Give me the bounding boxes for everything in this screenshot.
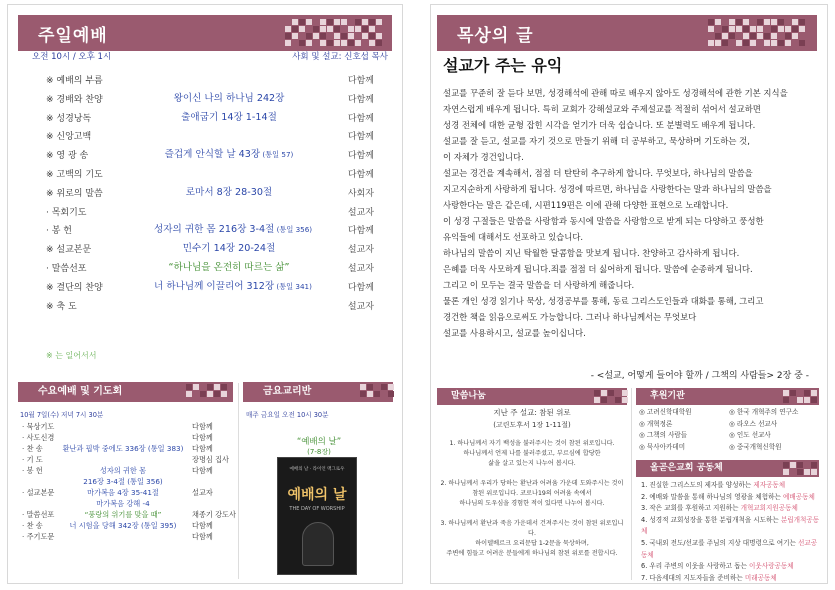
- org-name: 인도 선교사: [736, 431, 771, 439]
- header-pattern-icon: [285, 19, 382, 46]
- community-goal: [641, 503, 821, 515]
- wednesday-row: [22, 421, 237, 432]
- wednesday-row-name: · 설교본문: [22, 488, 55, 497]
- wednesday-row-person: 다함께: [192, 422, 213, 431]
- org-name: 한국 개혁주의 연구소: [736, 408, 799, 416]
- worship-order-item: [46, 298, 388, 317]
- friday-pattern-icon: [360, 384, 394, 397]
- share-question-line: 2. 하나님께서 우리가 당하는 환난과 어려움 가운데 도와주시는 것이: [440, 480, 624, 487]
- goal-highlight: 개혁교회지원공동체: [740, 504, 798, 513]
- wednesday-row-name: · 찬 송: [22, 521, 43, 530]
- wednesday-row-name: · 묵상기도: [22, 422, 55, 431]
- support-title: 후원기관: [650, 391, 685, 401]
- meditation-header: [437, 15, 817, 51]
- order-item-name: ※ 경배와 찬양: [46, 94, 103, 105]
- worship-title: 주일예배: [38, 26, 108, 46]
- goal-highlight: 제자공동체: [753, 481, 786, 489]
- wednesday-row-name: · 기 도: [22, 455, 43, 464]
- support-organization: [639, 430, 729, 442]
- left-page: [7, 4, 403, 584]
- wednesday-row: [22, 520, 237, 531]
- goal-text: 5. 국내외 전도/선교를 주님의 지상 대명령으로 여기는: [641, 538, 798, 547]
- wednesday-row: [22, 454, 237, 465]
- order-item-hymn-number: (통일 356): [274, 225, 313, 235]
- order-item-name: ※ 축 도: [46, 301, 77, 312]
- org-name: 개혁정론: [646, 419, 673, 428]
- order-item-person: 다함께: [347, 76, 374, 86]
- share-question-line: 하나님의 도우심을 경험한 적이 있다면 나누어 봅시다.: [459, 500, 605, 507]
- book-title: “예배의 날”: [296, 437, 342, 447]
- share-title: 말씀나눔: [451, 391, 486, 401]
- share-question-line: 하이델베르크 요리문답 1-2문을 묵상하며,: [475, 540, 589, 547]
- article-line: 자연스럽게 배우게 됩니다. 특히 교회가 강해설교와 주제설교를 적절히 섞어서 설교하면: [443, 104, 761, 114]
- org-bullet-icon: ◎: [639, 419, 647, 428]
- meditation-title: 목상의 글: [457, 26, 534, 46]
- wednesday-row: [22, 465, 237, 476]
- order-item-content: 성자의 귀한 몸 216장 3-4절 (통일 356): [154, 224, 313, 236]
- order-item-name: · 봉 헌: [46, 226, 72, 237]
- wednesday-row-person: 설교자: [192, 488, 213, 497]
- service-time-row: [32, 50, 388, 62]
- goal-highlight: 예배공동체: [782, 492, 815, 501]
- worship-order-item: [46, 279, 388, 298]
- share-pattern-icon: [594, 390, 628, 403]
- org-bullet-icon: ◎: [639, 408, 647, 416]
- wednesday-row-content: 성자의 귀한 몸: [99, 466, 147, 475]
- org-bullet-icon: ◎: [639, 431, 647, 439]
- order-item-content: 출애굽기 14장 1-14절: [181, 111, 277, 123]
- wednesday-row-content: 환난과 핍박 중에도 336장 (통일 383): [62, 444, 184, 453]
- wednesday-title: 수요예배 및 기도회: [38, 386, 123, 397]
- share-question-line: 주변에 힘들고 어려운 분들에게 하나님의 참된 위로를 전합시다.: [446, 550, 618, 557]
- support-organization: [729, 419, 819, 431]
- worship-order-item: [46, 222, 388, 241]
- worship-order-item: [46, 91, 388, 110]
- wednesday-time: 10월 7일(수) 저녁 7시 30분: [20, 411, 104, 419]
- org-bullet-icon: ◎: [729, 431, 737, 439]
- org-bullet-icon: ◎: [639, 442, 647, 451]
- share-question-line: 하나님께서 언제 나를 불러주셨고, 부르심에 합당한: [463, 450, 601, 457]
- support-organization: [639, 442, 729, 454]
- community-goal: [641, 573, 821, 585]
- article-line: 설교는 경건을 계속해서, 점점 더 탄탄히 추구하게 합니다. 무엇보다, 하나님의 말씀을: [443, 168, 753, 178]
- worship-order-item: [46, 185, 388, 204]
- share-question-line: 참된 위로입니다. 코로나19의 어려움 속에서: [472, 490, 592, 497]
- worship-order-item: [46, 204, 388, 223]
- community-pattern-icon: [783, 462, 817, 475]
- support-organization: [639, 419, 729, 431]
- support-organization: [729, 442, 819, 454]
- book-cover-ornament: [302, 522, 334, 566]
- share-question-line: 3. 하나님께서 환난과 죽음 가운데서 건져주시는 것이 참된 위로입니다.: [440, 520, 624, 537]
- order-item-person: 다함께: [347, 113, 374, 124]
- friday-time: 매주 금요일 오전 10시 30분: [246, 411, 329, 419]
- order-item-hymn-number: (통일 57): [260, 150, 294, 160]
- goal-highlight: 미래공동체: [744, 573, 777, 582]
- order-item-name: ※ 예배의 부름: [46, 76, 103, 86]
- column-divider: [238, 383, 239, 579]
- wednesday-row-person: 다함께: [192, 466, 213, 475]
- wednesday-row-name: · 사도신경: [22, 433, 55, 442]
- order-item-person: 설교자: [347, 301, 374, 312]
- org-bullet-icon: ◎: [729, 408, 737, 416]
- article-line: 이 성경 구절들은 말씀을 사랑함과 동시에 말씀을 사랑함으로 받게 되는 다양하고 풍성한: [443, 216, 764, 226]
- order-item-content: 민수기 14장 20-24절: [182, 243, 276, 255]
- article-line: 유익들에 대해서도 선포하고 있습니다.: [443, 232, 584, 242]
- goal-text: 4. 성경적 교회성장을 통한 분립개척을 시도하는: [641, 515, 781, 524]
- goal-text: 6. 우리 주변의 이웃을 사랑하고 돕는: [641, 562, 750, 571]
- order-item-hymn-number: (통일 341): [274, 281, 312, 291]
- article-line: 성경 전체에 대한 균형 잡힌 시각을 얻기가 더욱 쉽습니다. 또 분별력도 배우게 됩니다.: [443, 120, 756, 130]
- share-question-line: 1. 하나님께서 자기 백성을 불러주시는 것이 참된 위로입니다.: [449, 440, 615, 447]
- article-line: 사랑한다는 말은 같은데, 시편119편은 이에 관해 다양한 표현으로 노래합니다.: [443, 200, 729, 210]
- order-item-person: 다함께: [347, 282, 374, 293]
- article-line: 이 자체가 경건입니다.: [443, 152, 524, 162]
- support-pattern-icon: [783, 390, 817, 403]
- article-line: 설교를 꾸준히 잘 듣다 보면, 성경해석에 관해 따로 배우지 않아도 성경해석에 관한 기본 지식을: [443, 88, 788, 98]
- wednesday-row: [22, 487, 237, 498]
- order-item-name: ※ 위로의 말씀: [46, 188, 103, 199]
- goal-highlight: 분립개척공동체: [641, 515, 820, 536]
- community-goal: [641, 515, 821, 538]
- order-item-name: · 목회기도: [46, 207, 87, 218]
- share-reference: (고린도후서 1장 1-11절): [493, 421, 571, 429]
- wednesday-row-content: 너 시험을 당해 342장 (통일 395): [69, 521, 177, 530]
- community-goal: [641, 480, 821, 492]
- org-bullet-icon: ◎: [729, 442, 737, 451]
- book-cover-title: 예배의 날: [287, 487, 347, 503]
- share-heading: 지난 주 설교: 참된 위로: [493, 408, 571, 417]
- share-question: [437, 439, 627, 469]
- book-cover-english: THE DAY OF WORSHIP: [289, 506, 345, 512]
- article-source: - <설교, 어떻게 들어야 할까 / 그책의 사람들> 2장 중 -: [590, 371, 809, 381]
- standing-note: ※ 는 일어서서: [46, 351, 97, 360]
- org-name: 묵사아카데미: [646, 442, 686, 451]
- share-question: [437, 479, 627, 509]
- order-item-person: 다함께: [347, 151, 374, 162]
- share-question-line: 삶을 살고 있는지 나누어 봅시다.: [488, 460, 576, 467]
- order-item-person: 설교자: [347, 207, 374, 218]
- wednesday-row-name: · 봉 헌: [22, 466, 43, 475]
- support-organization: [639, 407, 729, 419]
- wednesday-row-person: 채종기 강도사: [192, 510, 236, 519]
- article-line: 그리고 이 모두는 결국 말씀을 더 사랑하게 해줍니다.: [443, 280, 635, 290]
- wednesday-pattern-icon: [186, 384, 227, 397]
- community-goal: [641, 538, 821, 561]
- share-question: [437, 519, 627, 559]
- service-time: 오전 10시 / 오후 1시: [32, 52, 112, 62]
- wednesday-row-person: 다함께: [192, 433, 213, 442]
- friday-title: 금요교리반: [263, 386, 312, 397]
- community-goal: [641, 492, 821, 504]
- article-line: 물론 개인 성경 읽기나 묵상, 성경공부를 통해, 동료 그리스도인들과 대화를 통해, 그리고: [443, 296, 764, 306]
- order-item-person: 사회자: [347, 188, 374, 199]
- wednesday-row-name: · 찬 송: [22, 444, 43, 453]
- goal-text: 3. 작은 교회를 후원하고 지원하는: [641, 504, 741, 513]
- community-goal: [641, 561, 821, 573]
- org-name: 그책의 사람들: [646, 431, 688, 439]
- goal-text: 1. 진실한 그리스도의 제자를 양성하는: [641, 481, 754, 489]
- worship-order-list: [46, 72, 388, 316]
- worship-order-item: [46, 72, 388, 91]
- article-line: 설교를 사용하시고, 설교를 높이십니다.: [443, 328, 586, 338]
- wednesday-row-content: “풍랑의 위기를 맞을 때”: [84, 510, 162, 519]
- order-item-name: ※ 신앙고백: [46, 132, 92, 143]
- wednesday-row-person: 다함께: [192, 521, 213, 530]
- order-item-name: · 말씀선포: [46, 263, 87, 274]
- wednesday-row-person: 다함께: [192, 444, 213, 453]
- share-questions: [437, 439, 627, 569]
- order-item-person: 설교자: [347, 263, 374, 274]
- order-item-name: ※ 결단의 찬양: [46, 282, 103, 293]
- wednesday-row: [22, 476, 237, 487]
- column-divider: [631, 388, 632, 580]
- wednesday-row: [22, 443, 237, 454]
- worship-order-item: [46, 260, 388, 279]
- worship-header: [18, 15, 392, 51]
- order-item-person: 다함께: [347, 226, 374, 237]
- article-line: 설교를 잘 듣고, 설교를 자기 것으로 만들기 위해 더 공부하고, 묵상하며 기도하는 것,: [443, 136, 750, 146]
- org-name: 중국개혁신학원: [736, 442, 782, 451]
- worship-order-item: [46, 166, 388, 185]
- order-item-name: ※ 성경낭독: [46, 113, 92, 124]
- wednesday-row: [22, 432, 237, 443]
- article-body: [443, 85, 817, 341]
- order-item-content: 로마서 8장 28-30절: [185, 186, 273, 198]
- org-name: 고려신학대학원: [646, 408, 692, 416]
- order-item-content: 즐겁게 안식할 날 43장 (통일 57): [164, 149, 294, 161]
- wednesday-row-content: 216장 3-4절 (통일 356): [83, 477, 163, 486]
- community-goals: [641, 480, 821, 584]
- order-item-content: “하나님을 온전히 따르는 삶”: [168, 261, 290, 273]
- support-organization: [729, 407, 819, 419]
- order-item-content: 너 하나님께 이끌리어 312장 (통일 341): [154, 280, 312, 292]
- article-title: 설교가 주는 유익: [443, 56, 563, 75]
- org-bullet-icon: ◎: [729, 419, 737, 428]
- wednesday-row-content: 마가복음 강해 -4: [96, 499, 150, 508]
- support-organization: [729, 430, 819, 442]
- worship-order-item: [46, 147, 388, 166]
- book-chapters: (7-8장): [307, 448, 331, 456]
- worship-order-item: [46, 128, 388, 147]
- right-page: [430, 4, 828, 584]
- header-pattern-icon: [708, 19, 805, 46]
- community-title: 올곧은교회 공동체: [650, 463, 723, 473]
- goal-text: 2. 예배와 말씀을 통해 하나님의 영광을 체험하는: [641, 492, 783, 501]
- article-line: 지고지순하게 사랑하게 됩니다. 성경에 따르면, 하나님을 사랑한다는 말과 하나님의 말씀을: [443, 184, 772, 194]
- goal-highlight: 선교공동체: [641, 538, 818, 559]
- goal-highlight: 이웃사랑공동체: [749, 562, 794, 571]
- wednesday-row-content: 마가복음 4장 35-41절: [87, 488, 159, 497]
- wednesday-order: [22, 421, 237, 542]
- order-item-person: 다함께: [347, 94, 374, 105]
- wednesday-row-person: 장명심 집사: [192, 455, 230, 464]
- wednesday-row-name: · 말씀선포: [22, 510, 55, 519]
- wednesday-row-person: 다함께: [192, 532, 213, 541]
- article-line: 경건한 책을 읽음으로써도 가능합니다. 그러나 하나님께서는 무엇보다: [443, 312, 697, 322]
- goal-text: 7. 다음세대의 지도자들을 준비하는: [641, 573, 745, 582]
- order-item-name: ※ 설교본문: [46, 245, 92, 256]
- preacher-info: 사회 및 설교: 신호섭 목사: [292, 52, 388, 62]
- wednesday-row: [22, 531, 237, 542]
- wednesday-row: [22, 509, 237, 520]
- worship-order-item: [46, 241, 388, 260]
- article-line: 은혜를 더욱 사모하게 됩니다.죄를 점점 더 싫어하게 됩니다. 말씀에 순종하게 됩니다.: [443, 264, 753, 274]
- order-item-person: 다함께: [347, 169, 374, 180]
- book-cover-image: [277, 457, 357, 575]
- wednesday-row: [22, 498, 237, 509]
- order-item-person: 설교자: [347, 245, 374, 256]
- order-item-name: ※ 고백의 기도: [46, 169, 103, 180]
- wednesday-row-name: · 주기도문: [22, 532, 55, 541]
- article-line: 하나님의 말씀이 지닌 탁월한 달콤함을 맛보게 됩니다. 찬양하고 감사하게 됩니다.: [443, 248, 740, 258]
- org-name: 라오스 선교사: [736, 419, 778, 428]
- support-organizations: [639, 407, 819, 453]
- order-item-content: 왕이신 나의 하나님 242장: [173, 92, 285, 104]
- order-item-person: 다함께: [347, 132, 374, 143]
- book-cover-top: 예배의 날 · 라이언 맥그로우: [289, 467, 345, 472]
- order-item-name: ※ 영 광 송: [46, 151, 89, 162]
- worship-order-item: [46, 110, 388, 129]
